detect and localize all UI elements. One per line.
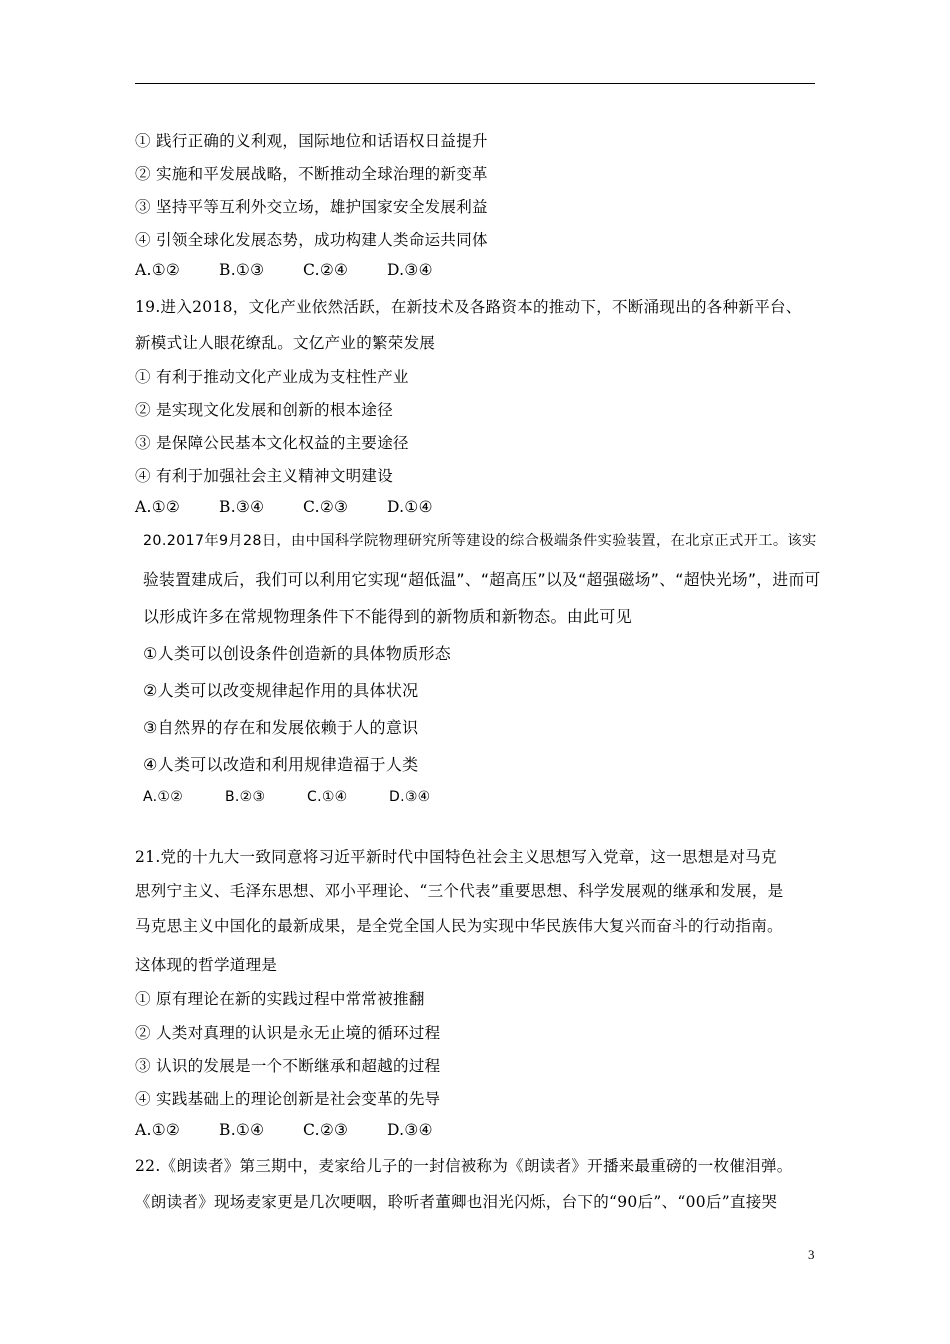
q21-stem-line-4: 这体现的哲学道理是 bbox=[135, 956, 278, 974]
q21-stem-line-3: 马克思主义中国化的最新成果，是全党全国人民为实现中华民族伟大复兴而奋斗的行动指南。 bbox=[135, 917, 783, 935]
q20-stem-line-2: 验装置建成后，我们可以利用它实现“超低温”、“超高压”以及“超强磁场”、“超快光场”，进而可 bbox=[143, 570, 821, 589]
q21-item-1: ① 原有理论在新的实践过程中常常被推翻 bbox=[135, 990, 425, 1008]
q19-option-a: A.①② bbox=[135, 498, 181, 516]
q19-options bbox=[135, 498, 433, 516]
q20-option-b: B.②③ bbox=[225, 789, 266, 805]
q18-option-d: D.③④ bbox=[387, 261, 433, 279]
q20-item-3: ③自然界的存在和发展依赖于人的意识 bbox=[143, 718, 419, 737]
q19-option-d: D.①④ bbox=[387, 498, 433, 516]
q18-option-a: A.①② bbox=[135, 261, 181, 279]
header-rule bbox=[135, 83, 815, 84]
q18-option-b: B.①③ bbox=[219, 261, 265, 279]
q21-stem-line-1: 21.党的十九大一致同意将习近平新时代中国特色社会主义思想写入党章，这一思想是对马克 bbox=[135, 848, 777, 866]
q18-option-c: C.②④ bbox=[303, 261, 349, 279]
q20-item-4: ④人类可以改造和利用规律造福于人类 bbox=[143, 755, 419, 774]
q20-stem-line-3: 以形成许多在常规物理条件下不能得到的新物质和新物态。由此可见 bbox=[143, 607, 633, 626]
q18-item-2: ② 实施和平发展战略，不断推动全球治理的新变革 bbox=[135, 165, 488, 183]
q22-stem-line-2: 《朗读者》现场麦家更是几次哽咽，聆听者董卿也泪光闪烁，台下的“90后”、“00后”直接哭 bbox=[135, 1193, 778, 1211]
q19-option-b: B.③④ bbox=[219, 498, 265, 516]
q19-item-1: ① 有利于推动文化产业成为支柱性产业 bbox=[135, 368, 409, 386]
q20-item-1: ①人类可以创设条件创造新的具体物质形态 bbox=[143, 644, 452, 663]
q19-stem-line-2: 新模式让人眼花缭乱。文亿产业的繁荣发展 bbox=[135, 334, 436, 352]
q19-option-c: C.②③ bbox=[303, 498, 349, 516]
q21-option-d: D.③④ bbox=[387, 1121, 433, 1139]
q21-option-c: C.②③ bbox=[303, 1121, 349, 1139]
q18-item-1: ① 践行正确的义利观，国际地位和话语权日益提升 bbox=[135, 132, 488, 150]
q18-item-4: ④ 引领全球化发展态势，成功构建人类命运共同体 bbox=[135, 231, 488, 249]
q21-option-a: A.①② bbox=[135, 1121, 181, 1139]
q20-option-d: D.③④ bbox=[389, 789, 431, 805]
q22-stem-line-1: 22.《朗读者》第三期中，麦家给儿子的一封信被称为《朗读者》开播来最重磅的一枚催泪弹。 bbox=[135, 1157, 793, 1175]
q18-item-3: ③ 坚持平等互利外交立场，雄护国家安全发展利益 bbox=[135, 198, 488, 216]
q21-item-3: ③ 认识的发展是一个不断继承和超越的过程 bbox=[135, 1057, 441, 1075]
q21-options bbox=[135, 1121, 433, 1139]
q20-item-2: ②人类可以改变规律起作用的具体状况 bbox=[143, 681, 419, 700]
q20-stem-line-1: 20.2017年9月28日，由中国科学院物理研究所等建设的综合极端条件实验装置，在北京正式开工。该实 bbox=[143, 533, 817, 549]
q21-item-2: ② 人类对真理的认识是永无止境的循环过程 bbox=[135, 1024, 441, 1042]
q19-item-2: ② 是实现文化发展和创新的根本途径 bbox=[135, 401, 394, 419]
page-number: 3 bbox=[808, 1247, 815, 1262]
q21-item-4: ④ 实践基础上的理论创新是社会变革的先导 bbox=[135, 1090, 441, 1108]
q20-option-a: A.①② bbox=[143, 789, 184, 805]
q21-option-b: B.①④ bbox=[219, 1121, 265, 1139]
q21-stem-line-2: 思列宁主义、毛泽东思想、邓小平理论、“三个代表”重要思想、科学发展观的继承和发展，是 bbox=[135, 882, 784, 900]
q19-item-4: ④ 有利于加强社会主义精神文明建设 bbox=[135, 467, 394, 485]
q20-options bbox=[143, 789, 431, 805]
q18-options bbox=[135, 261, 433, 279]
q19-item-3: ③ 是保障公民基本文化权益的主要途径 bbox=[135, 434, 409, 452]
q19-stem-line-1: 19.进入2018，文化产业依然活跃，在新技术及各路资本的推动下，不断涌现出的各种新平台、 bbox=[135, 298, 802, 316]
q20-option-c: C.①④ bbox=[307, 789, 348, 805]
